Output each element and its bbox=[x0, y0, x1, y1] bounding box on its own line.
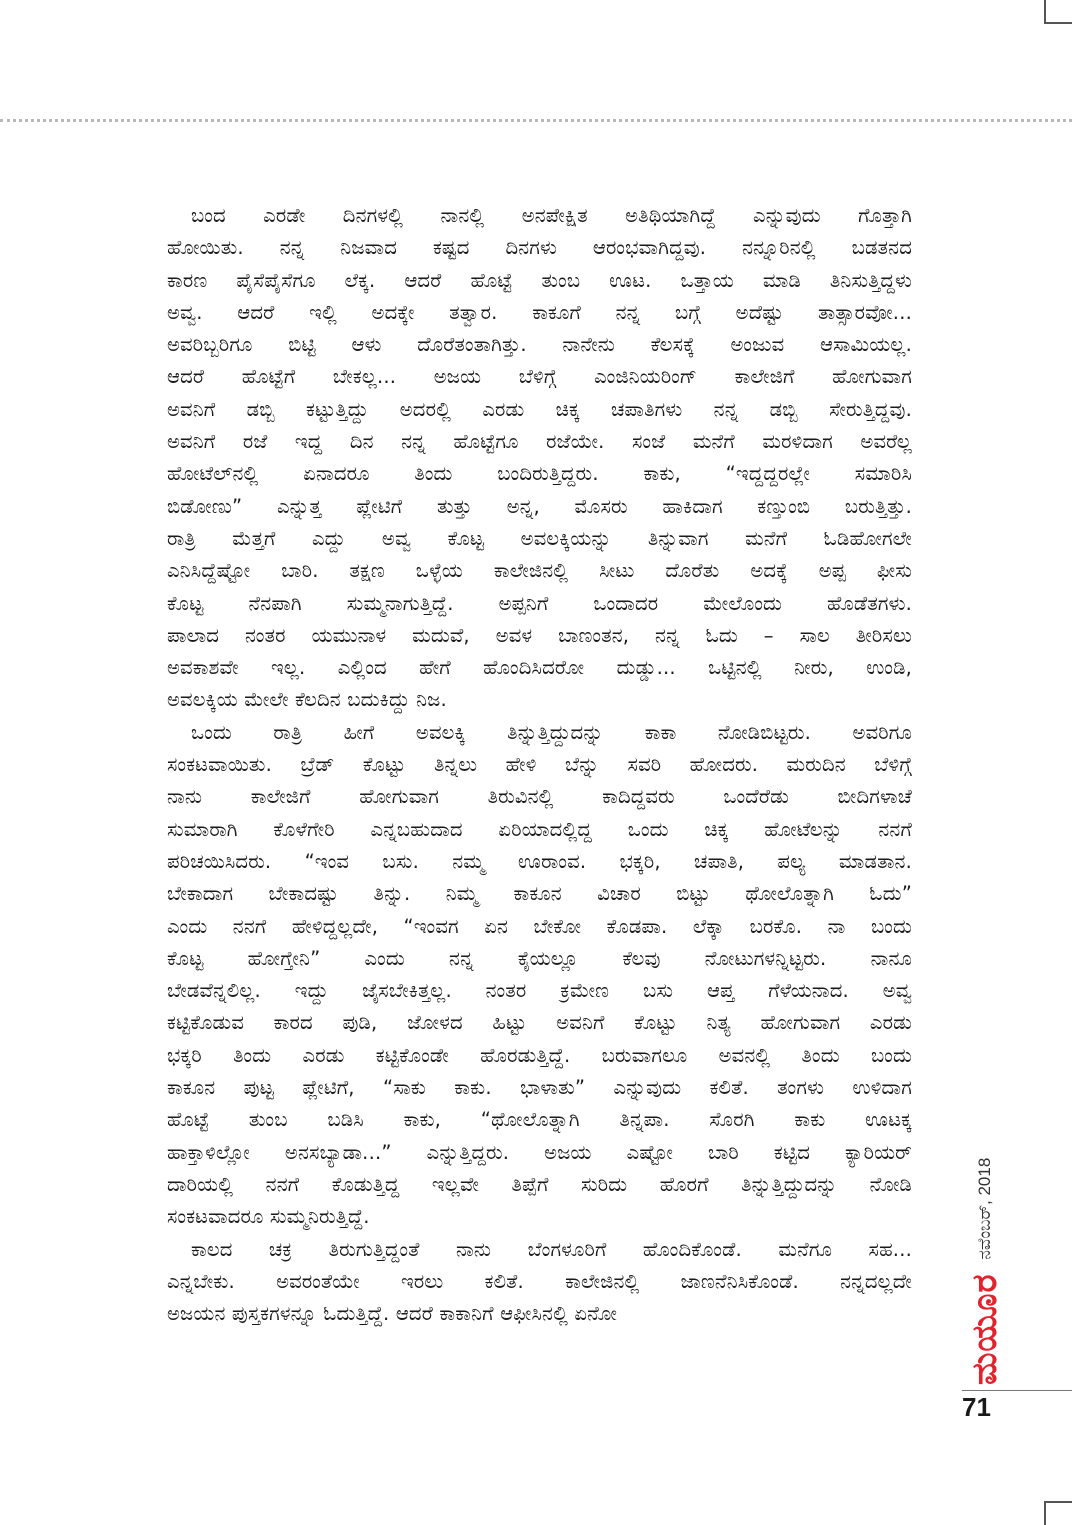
article-line: ಪಾಲಾದ ನಂತರ ಯಮುನಾಳ ಮದುವೆ, ಅವಳ ಬಾಣಂತನ, ನನ್ನ ಓದು – ಸಾಲ ತೀರಿಸಲು bbox=[167, 623, 912, 647]
article-line: ಕಾಕೂನ ಪುಟ್ಟ ಪ್ಲೇಟಿಗೆ, “ಸಾಕು ಕಾಕು. ಭಾಳಾತು” ಎನ್ನುವುದು ಕಲಿತೆ. ತಂಗಳು ಉಳಿದಾಗ bbox=[167, 1076, 912, 1100]
article-line: ಪರಿಚಯಿಸಿದರು. “ಇಂವ ಬಸು. ನಮ್ಮ ಊರಾಂವ. ಭಕ್ಕರಿ, ಚಪಾತಿ, ಪಲ್ಯ ಮಾಡತಾನ. bbox=[167, 849, 912, 873]
article-line: ಅಜಯನ ಪುಸ್ತಕಗಳನ್ನೂ ಓದುತ್ತಿದ್ದೆ. ಆದರೆ ಕಾಕಾನಿಗೆ ಆಫೀಸಿನಲ್ಲಿ ಏನೋ bbox=[167, 1302, 618, 1326]
article-line: ಸಂಕಟವಾದರೂ ಸುಮ್ಮನಿರುತ್ತಿದ್ದೆ. bbox=[167, 1205, 370, 1229]
crop-mark-top-right-vertical bbox=[1044, 0, 1046, 22]
article-line: ಎನಿಸಿದ್ದೆಷ್ಟೋ ಬಾರಿ. ತಕ್ಷಣ ಒಳ್ಳೆಯ ಕಾಲೇಜಿನಲ್ಲಿ ಸೀಟು ದೊರೆತು ಅದಕ್ಕೆ ಅಪ್ಪ ಫೀಸು bbox=[167, 559, 912, 583]
article-line: ಅವಕಾಶವೇ ಇಲ್ಲ. ಎಲ್ಲಿಂದ ಹೇಗೆ ಹೊಂದಿಸಿದರೋ ದುಡ್ಡು... ಒಟ್ಟಿನಲ್ಲಿ ನೀರು, ಉಂಡಿ, bbox=[167, 656, 912, 680]
side-masthead bbox=[965, 1060, 1005, 1385]
magazine-logo: ಮಯೂರ bbox=[965, 1273, 1005, 1385]
article-line: ಕೊಟ್ಟ ನೆನಪಾಗಿ ಸುಮ್ಮನಾಗುತ್ತಿದ್ದೆ. ಅಪ್ಪನಿಗೆ ಒಂದಾದರ ಮೇಲೊಂದು ಹೊಡೆತಗಳು. bbox=[167, 591, 912, 615]
header-dotted-rule bbox=[0, 119, 1072, 122]
article-line: ಎಂದು ನನಗೆ ಹೇಳಿದ್ದಲ್ಲದೇ, “ಇಂವಗ ಏನ ಬೇಕೋ ಕೊಡಪಾ. ಲೆಕ್ಕಾ ಬರಕೊ. ನಾ ಬಂದು bbox=[167, 914, 912, 938]
article-line: ಅವನಿಗೆ ರಜೆ ಇದ್ದ ದಿನ ನನ್ನ ಹೊಟ್ಟೆಗೂ ರಜೆಯೇ. ಸಂಜೆ ಮನೆಗೆ ಮರಳಿದಾಗ ಅವರೆಲ್ಲ bbox=[167, 430, 912, 454]
article-body bbox=[167, 200, 912, 1330]
article-line: ರಾತ್ರಿ ಮೆತ್ತಗೆ ಎದ್ದು ಅವ್ವ ಕೊಟ್ಟ ಅವಲಕ್ಕಿಯನ್ನು ತಿನ್ನುವಾಗ ಮನೆಗೆ ಓಡಿಹೋಗಲೇ bbox=[167, 526, 912, 550]
crop-mark-top-right-horizontal bbox=[1044, 22, 1072, 24]
issue-date: ನವೆಂಬರ್, 2018 bbox=[975, 1157, 994, 1260]
article-line: ಬಂದ ಎರಡೇ ದಿನಗಳಲ್ಲಿ ನಾನಲ್ಲಿ ಅನಪೇಕ್ಷಿತ ಅತಿಥಿಯಾಗಿದ್ದೆ ಎನ್ನುವುದು ಗೊತ್ತಾಗಿ bbox=[191, 204, 912, 227]
article-line: ಹೋಟೆಲ್‌ನಲ್ಲಿ ಏನಾದರೂ ತಿಂದು ಬಂದಿರುತ್ತಿದ್ದರು. ಕಾಕು, “ಇದ್ದದ್ದರಲ್ಲೇ ಸಮಾರಿಸಿ bbox=[167, 462, 912, 486]
article-line: ಸುಮಾರಾಗಿ ಕೊಳೆಗೇರಿ ಎನ್ನಬಹುದಾದ ಏರಿಯಾದಲ್ಲಿದ್ದ ಒಂದು ಚಿಕ್ಕ ಹೋಟೆಲನ್ನು ನನಗೆ bbox=[167, 817, 912, 841]
article-line: ಎನ್ನಬೇಕು. ಅವರಂತೆಯೇ ಇರಲು ಕಲಿತೆ. ಕಾಲೇಜಿನಲ್ಲಿ ಜಾಣನೆನಿಸಿಕೊಂಡೆ. ನನ್ನದಲ್ಲದೇ bbox=[167, 1269, 912, 1293]
article-line: ಹೊಟ್ಟೆ ತುಂಬ ಬಡಿಸಿ ಕಾಕು, “ಥೋಲೊತ್ನಾಗಿ ತಿನ್ನಪಾ. ಸೊರಗಿ ಕಾಕು ಊಟಕ್ಕ bbox=[167, 1108, 912, 1132]
masthead-vertical-strip bbox=[965, 1060, 1005, 1385]
article-line: ಬಿಡೋಣು” ಎನ್ನುತ್ತ ಪ್ಲೇಟಿಗೆ ತುತ್ತು ಅನ್ನ, ಮೊಸರು ಹಾಕಿದಾಗ ಕಣ್ತುಂಬಿ ಬರುತ್ತಿತ್ತು. bbox=[167, 494, 912, 518]
crop-mark-bottom-right-vertical bbox=[1044, 1501, 1046, 1525]
article-line: ಅವನಿಗೆ ಡಬ್ಬಿ ಕಟ್ಟುತ್ತಿದ್ದು ಅದರಲ್ಲಿ ಎರಡು ಚಿಕ್ಕ ಚಪಾತಿಗಳು ನನ್ನ ಡಬ್ಬಿ ಸೇರುತ್ತಿದ್ದವು. bbox=[167, 397, 912, 421]
article-line: ಅವರಿಬ್ಬರಿಗೂ ಬಿಟ್ಟಿ ಆಳು ದೊರೆತಂತಾಗಿತ್ತು. ನಾನೇನು ಕೆಲಸಕ್ಕೆ ಅಂಜುವ ಆಸಾಮಿಯಲ್ಲ. bbox=[167, 333, 912, 357]
article-line: ಬೇಡವೆನ್ನಲಿಲ್ಲ. ಇದ್ದು ಜೈಸಬೇಕಿತ್ತಲ್ಲ. ನಂತರ ಕ್ರಮೇಣ ಬಸು ಆಪ್ತ ಗೆಳೆಯನಾದ. ಅವ್ವ bbox=[167, 979, 912, 1003]
article-line: ಹೋಯಿತು. ನನ್ನ ನಿಜವಾದ ಕಷ್ಟದ ದಿನಗಳು ಆರಂಭವಾಗಿದ್ದವು. ನನ್ನೂರಿನಲ್ಲಿ ಬಡತನದ bbox=[167, 236, 912, 260]
page-number: 71 bbox=[962, 1392, 991, 1422]
crop-mark-bottom-right-horizontal bbox=[1044, 1501, 1072, 1503]
article-line: ನಾನು ಕಾಲೇಜಿಗೆ ಹೋಗುವಾಗ ತಿರುವಿನಲ್ಲಿ ಕಾದಿದ್ದವರು ಒಂದೆರೆಡು ಬೀದಿಗಳಾಚೆ bbox=[167, 785, 912, 809]
article-line: ಅವ್ವ. ಆದರೆ ಇಲ್ಲಿ ಅದಕ್ಕೇ ತತ್ವಾರ. ಕಾಕೂಗೆ ನನ್ನ ಬಗ್ಗೆ ಅದೆಷ್ಟು ತಾತ್ಸಾರವೋ... bbox=[167, 300, 912, 324]
article-line: ಕೊಟ್ಟ ಹೋಗ್ತೇನಿ” ಎಂದು ನನ್ನ ಕೈಯಲ್ಲೂ ಕೆಲವು ನೋಟುಗಳನ್ನಿಟ್ಟರು. ನಾನೂ bbox=[167, 946, 912, 970]
article-line: ಕಾರಣ ಪೈಸೆಪೈಸೆಗೂ ಲೆಕ್ಕ. ಆದರೆ ಹೊಟ್ಟೆ ತುಂಬ ಊಟ. ಒತ್ತಾಯ ಮಾಡಿ ತಿನಿಸುತ್ತಿದ್ದಳು bbox=[167, 268, 912, 292]
article-line: ಬೇಕಾದಾಗ ಬೇಕಾದಷ್ಟು ತಿನ್ನು. ನಿಮ್ಮ ಕಾಕೂನ ವಿಚಾರ ಬಿಟ್ಟು ಥೋಲೊತ್ನಾಗಿ ಓದು” bbox=[167, 882, 912, 906]
article-line: ಕಟ್ಟಿಕೊಡುವ ಕಾರದ ಪುಡಿ, ಜೋಳದ ಹಿಟ್ಟು ಅವನಿಗೆ ಕೊಟ್ಟು ನಿತ್ಯ ಹೋಗುವಾಗ ಎರಡು bbox=[167, 1011, 912, 1035]
article-line: ಭಕ್ಕರಿ ತಿಂದು ಎರಡು ಕಟ್ಟಿಕೊಂಡೇ ಹೊರಡುತ್ತಿದ್ದೆ. ಬರುವಾಗಲೂ ಅವನಲ್ಲಿ ತಿಂದು ಬಂದು bbox=[167, 1043, 912, 1067]
article-line: ಒಂದು ರಾತ್ರಿ ಹೀಗೆ ಅವಲಕ್ಕಿ ತಿನ್ನುತ್ತಿದ್ದುದನ್ನು ಕಾಕಾ ನೋಡಿಬಿಟ್ಟರು. ಅವರಿಗೂ bbox=[191, 720, 912, 744]
article-line: ಹಾಕ್ತಾಳಿಲ್ಲೋ ಅನಸಬ್ಯಾಡಾ...” ಎನ್ನುತ್ತಿದ್ದರು. ಅಜಯ ಎಷ್ಟೋ ಬಾರಿ ಕಟ್ಟಿದ ಕ್ಯಾರಿಯರ್ bbox=[167, 1140, 912, 1164]
folio-rule bbox=[962, 1390, 1072, 1391]
article-line: ಕಾಲದ ಚಕ್ರ ತಿರುಗುತ್ತಿದ್ದಂತೆ ನಾನು ಬೆಂಗಳೂರಿಗೆ ಹೊಂದಿಕೊಂಡೆ. ಮನೆಗೂ ಸಹ... bbox=[191, 1237, 912, 1261]
article-line: ಆದರೆ ಹೊಟ್ಟೆಗೆ ಬೇಕಲ್ಲ... ಅಜಯ ಬೆಳಿಗ್ಗೆ ಎಂಜಿನಿಯರಿಂಗ್ ಕಾಲೇಜಿಗೆ ಹೋಗುವಾಗ bbox=[167, 365, 912, 389]
article-line: ಅವಲಕ್ಕಿಯ ಮೇಲೇ ಕೆಲದಿನ ಬದುಕಿದ್ದು ನಿಜ. bbox=[167, 688, 447, 712]
article-line: ಸಂಕಟವಾಯಿತು. ಬ್ರೆಡ್ ಕೊಟ್ಟು ತಿನ್ನಲು ಹೇಳಿ ಬೆನ್ನು ಸವರಿ ಹೋದರು. ಮರುದಿನ ಬೆಳಿಗ್ಗೆ bbox=[167, 753, 912, 777]
article-line: ದಾರಿಯಲ್ಲಿ ನನಗೆ ಕೊಡುತ್ತಿದ್ದ ಇಲ್ಲವೇ ತಿಪ್ಪೆಗೆ ಸುರಿದು ಹೊರಗೆ ತಿನ್ನುತ್ತಿದ್ದುದನ್ನು ನೋಡಿ bbox=[167, 1172, 912, 1196]
